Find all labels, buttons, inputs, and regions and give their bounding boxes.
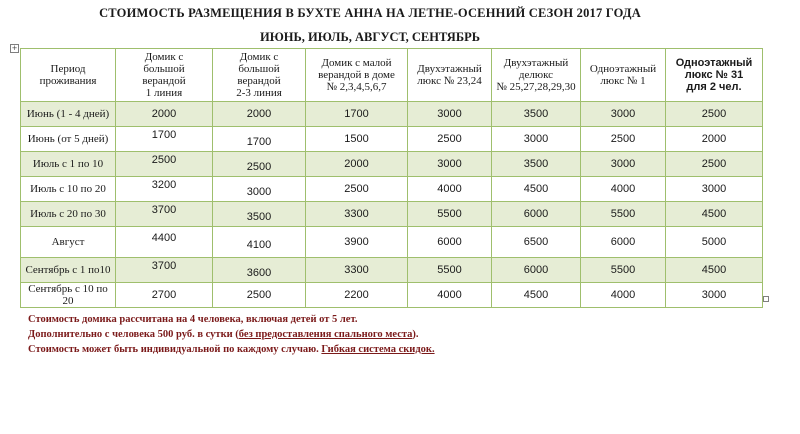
price-value: 3000 (246, 186, 272, 198)
price-value: 3000 (610, 158, 636, 170)
price-cell (116, 102, 213, 127)
price-value: 2500 (610, 133, 636, 145)
price-cell (581, 127, 666, 152)
price-value: 4100 (246, 239, 272, 251)
price-value: 2500 (701, 158, 727, 170)
price-value: 4000 (610, 183, 636, 195)
price-value: 6500 (523, 236, 549, 248)
period-cell: Сентябрь с 1 по10 (21, 258, 116, 283)
header-line: большой (143, 63, 185, 75)
table-row (21, 127, 763, 152)
price-value: 1700 (246, 136, 272, 148)
header-line: верандой (237, 75, 281, 87)
price-cell (306, 227, 408, 258)
price-table (20, 48, 763, 308)
price-cell (581, 177, 666, 202)
price-cell (408, 177, 492, 202)
price-cell (408, 227, 492, 258)
price-value: 2000 (151, 108, 177, 120)
price-value: 5000 (701, 236, 727, 248)
price-value: 2200 (344, 289, 369, 301)
price-cell (581, 152, 666, 177)
price-cell (306, 177, 408, 202)
header-line: Двухэтажный (503, 57, 569, 69)
price-cell (213, 177, 306, 202)
price-cell (581, 202, 666, 227)
table-move-handle-icon[interactable]: + (11, 44, 18, 52)
note-discounts-underlined: Гибкая система скидок. (321, 344, 435, 355)
header-line: Домик с малой (321, 57, 392, 69)
price-value: 2500 (151, 154, 177, 166)
price-cell (666, 152, 763, 177)
price-cell (492, 102, 581, 127)
period-cell: Июль с 1 по 10 (21, 152, 116, 177)
price-value: 4500 (701, 264, 727, 276)
price-value: 3500 (523, 158, 549, 170)
header-line: Одноэтажный (589, 63, 657, 75)
header-line: Домик с (144, 51, 184, 63)
price-value: 3900 (344, 236, 369, 248)
page-subtitle: ИЮНЬ, ИЮЛЬ, АВГУСТ, СЕНТЯБРЬ (259, 30, 481, 44)
price-cell (116, 152, 213, 177)
table-header-row (21, 49, 763, 102)
header-big-veranda-line1 (116, 49, 213, 102)
price-cell (306, 202, 408, 227)
price-value: 3000 (437, 158, 462, 170)
header-period (21, 49, 116, 102)
price-value: 3600 (246, 267, 272, 279)
price-value: 4000 (610, 289, 636, 301)
price-value: 4000 (437, 289, 462, 301)
period-cell: Июнь (1 - 4 дней) (21, 102, 116, 127)
page-title: СТОИМОСТЬ РАЗМЕЩЕНИЯ В БУХТЕ АННА НА ЛЕТНЕ-ОСЕННИЙ СЕЗОН 2017 ГОДА (99, 6, 641, 20)
price-cell (666, 127, 763, 152)
price-value: 6000 (523, 208, 549, 220)
header-line: Домик с (239, 51, 279, 63)
price-cell (116, 258, 213, 283)
price-cell (408, 127, 492, 152)
price-cell (408, 152, 492, 177)
price-cell (492, 283, 581, 308)
price-cell (116, 227, 213, 258)
header-line: 2-3 линия (236, 87, 282, 99)
price-value: 4000 (437, 183, 462, 195)
price-cell (306, 152, 408, 177)
note-extra-close: ). (412, 329, 419, 340)
table-resize-handle-icon[interactable] (763, 296, 769, 302)
price-value: 3000 (701, 289, 727, 301)
price-value: 3000 (701, 183, 727, 195)
price-value: 3000 (610, 108, 636, 120)
header-line: проживания (39, 75, 97, 87)
price-cell (213, 283, 306, 308)
header-line: люкс № 23,24 (417, 75, 482, 87)
price-value: 2500 (344, 183, 369, 195)
header-small-veranda (306, 49, 408, 102)
header-line: 1 линия (145, 87, 183, 99)
price-cell (306, 102, 408, 127)
price-cell (213, 127, 306, 152)
price-cell (213, 258, 306, 283)
note-no-bed-underlined: без предоставления спального места (238, 329, 413, 340)
table-row (21, 227, 763, 258)
period-cell: Август (21, 227, 116, 258)
price-cell (666, 202, 763, 227)
price-cell (492, 127, 581, 152)
price-cell (666, 258, 763, 283)
price-value: 3700 (151, 204, 177, 216)
header-line: Двухэтажный (417, 63, 482, 75)
price-cell (213, 227, 306, 258)
header-line: верандой в доме (318, 69, 395, 81)
header-line: люкс № 1 (600, 75, 646, 87)
price-value: 3000 (437, 108, 462, 120)
price-value: 5500 (437, 264, 462, 276)
price-cell (408, 202, 492, 227)
table-row (21, 177, 763, 202)
price-value: 5500 (610, 208, 636, 220)
table-row (21, 202, 763, 227)
period-cell: Сентябрь с 10 по 20 (21, 283, 116, 308)
header-single-lux-31 (666, 49, 763, 102)
table-row (21, 152, 763, 177)
price-value: 2000 (701, 133, 727, 145)
header-single-lux-1 (581, 49, 666, 102)
price-value: 3300 (344, 208, 369, 220)
price-value: 6000 (523, 264, 549, 276)
price-value: 4500 (523, 289, 549, 301)
price-value: 3000 (523, 133, 549, 145)
price-value: 2000 (344, 158, 369, 170)
price-value: 6000 (610, 236, 636, 248)
header-line: большой (238, 63, 280, 75)
price-cell (492, 152, 581, 177)
note-individual-text: Стоимость может быть индивидуальной по каждому случаю. (28, 344, 322, 355)
notes-block (28, 312, 768, 357)
price-cell (213, 152, 306, 177)
price-value: 2500 (437, 133, 462, 145)
price-cell (408, 258, 492, 283)
price-cell (666, 283, 763, 308)
period-cell: Июль с 20 по 30 (21, 202, 116, 227)
price-cell (666, 177, 763, 202)
price-cell (116, 127, 213, 152)
header-line: люкс № 31 (684, 69, 744, 81)
price-cell (116, 177, 213, 202)
price-value: 3300 (344, 264, 369, 276)
table-row (21, 258, 763, 283)
price-value: 4500 (523, 183, 549, 195)
header-line: № 2,3,4,5,6,7 (326, 81, 387, 93)
price-cell (581, 283, 666, 308)
note-line-extra-person (28, 327, 768, 342)
price-cell (581, 258, 666, 283)
price-value: 6000 (437, 236, 462, 248)
header-duplex-deluxe (492, 49, 581, 102)
price-value: 2700 (151, 289, 177, 301)
header-line: Одноэтажный (675, 57, 753, 69)
table-row (21, 283, 763, 308)
price-value: 2500 (246, 289, 272, 301)
price-cell (492, 177, 581, 202)
note-line-individual (28, 342, 768, 357)
price-cell (492, 258, 581, 283)
note-extra-text: Дополнительно с человека 500 руб. в сутки ( (28, 329, 239, 340)
price-value: 1700 (344, 108, 369, 120)
price-value: 3500 (523, 108, 549, 120)
header-line: верандой (142, 75, 186, 87)
price-value: 2000 (246, 108, 272, 120)
price-cell (581, 102, 666, 127)
price-cell (666, 227, 763, 258)
price-value: 3200 (151, 179, 177, 191)
price-cell (581, 227, 666, 258)
price-value: 5500 (437, 208, 462, 220)
price-value: 3500 (246, 211, 272, 223)
header-line: для 2 чел. (686, 81, 742, 93)
table-row (21, 102, 763, 127)
price-value: 5500 (610, 264, 636, 276)
header-duplex-lux (408, 49, 492, 102)
header-line: № 25,27,28,29,30 (496, 81, 576, 93)
price-value: 1700 (151, 129, 177, 141)
price-value: 4500 (701, 208, 727, 220)
price-cell (116, 283, 213, 308)
price-cell (408, 283, 492, 308)
header-line: делюкс (518, 69, 554, 81)
price-value: 2500 (701, 108, 727, 120)
price-cell (408, 102, 492, 127)
price-cell (492, 202, 581, 227)
price-cell (666, 102, 763, 127)
price-value: 1500 (344, 133, 369, 145)
price-value: 3700 (151, 260, 177, 272)
price-cell (306, 127, 408, 152)
price-value: 4400 (151, 232, 177, 244)
period-cell: Июль с 10 по 20 (21, 177, 116, 202)
period-cell: Июнь (от 5 дней) (21, 127, 116, 152)
price-cell (116, 202, 213, 227)
price-value: 2500 (246, 161, 272, 173)
price-cell (306, 258, 408, 283)
price-cell (306, 283, 408, 308)
price-cell (492, 227, 581, 258)
price-cell (213, 202, 306, 227)
price-cell (213, 102, 306, 127)
note-line-capacity: Стоимость домика рассчитана на 4 человека, включая детей от 5 лет. (28, 314, 358, 325)
header-line: Период (50, 63, 86, 75)
header-big-veranda-line23 (213, 49, 306, 102)
